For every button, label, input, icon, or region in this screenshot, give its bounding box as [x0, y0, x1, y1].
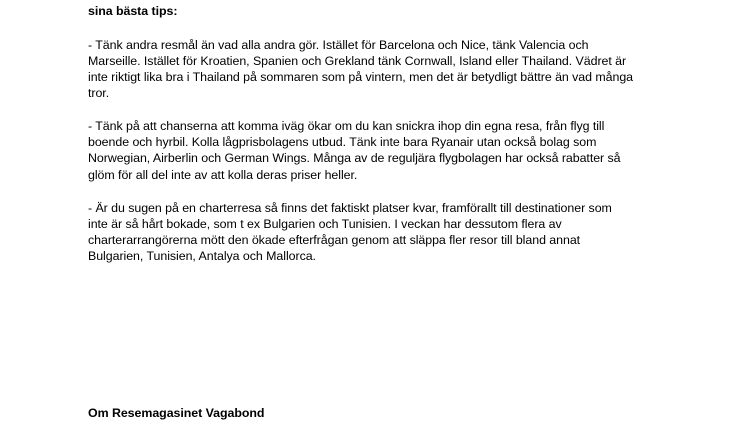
- tip-3-line-4: Bulgarien, Tunisien, Antalya och Mallorca.: [88, 249, 316, 263]
- tip-2-line-1: - Tänk på att chanserna att komma iväg ökar om du kan snickra ihop din egna resa, från flyg till: [88, 119, 605, 133]
- tip-2-line-4: glöm för all del inte av att kolla deras priser heller.: [88, 168, 358, 182]
- section-heading: sina bästa tips:: [88, 4, 178, 18]
- tip-3-line-3: charterarrangörerna mött den ökade efterfrågan genom att släppa fler resor till bland annat: [88, 233, 581, 247]
- tip-3-line-1: - Är du sugen på en charterresa så finns det faktiskt platser kvar, framförallt till destinationer som: [88, 201, 612, 215]
- tip-3-line-2: inte är så hårt bokade, som t ex Bulgarien och Tunisien. I veckan har dessutom flera av: [88, 217, 562, 231]
- tip-1-line-3: inte riktigt lika bra i Thailand på sommaren som på vintern, men det är betydligt bättre än vad många: [88, 70, 634, 84]
- tip-1-line-1: - Tänk andra resmål än vad alla andra gör. Istället för Barcelona och Nice, tänk Valencia och: [88, 38, 589, 52]
- tip-2-line-2: boende och hyrbil. Kolla lågprisbolagens utbud. Tänk inte bara Ryanair utan också bolag som: [88, 135, 597, 149]
- tip-1-line-2: Marseille. Istället för Kroatien, Spanien och Grekland tänk Cornwall, Island eller Thailand. Vädret är: [88, 54, 627, 68]
- tip-2-line-3: Norwegian, Airberlin och German Wings. Många av de reguljära flygbolagen har också rabatter så: [88, 151, 621, 165]
- tip-1-line-4: tror.: [88, 86, 110, 100]
- footer-heading: Om Resemagasinet Vagabond: [88, 406, 265, 420]
